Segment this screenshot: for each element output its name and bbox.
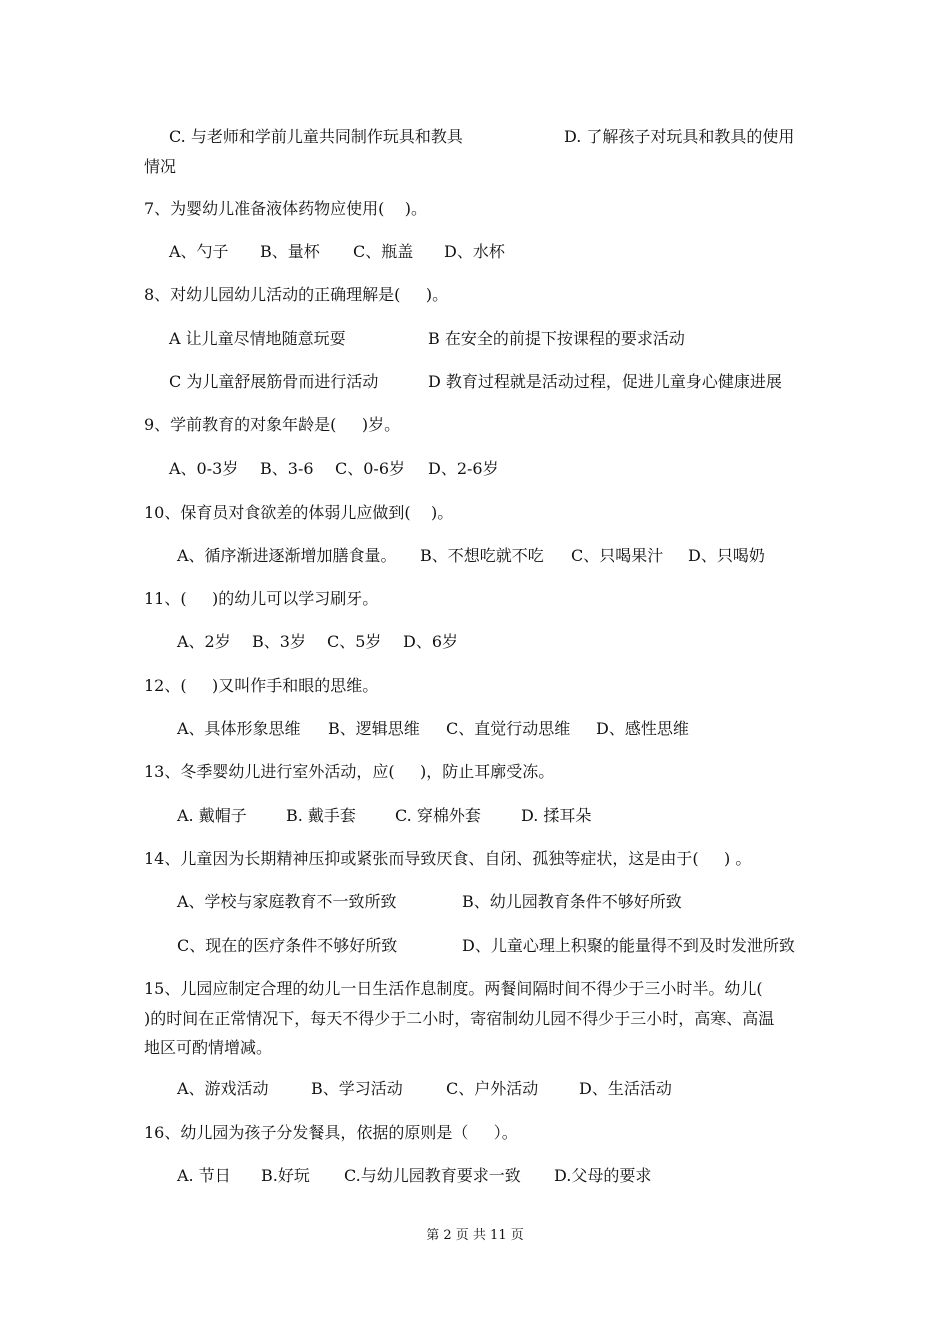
- q15-option-a: A、游戏活动: [177, 1079, 269, 1098]
- q7-option-c: C、瓶盖: [353, 242, 414, 261]
- q10-option-a: A、循序渐进逐渐增加膳食量。: [177, 546, 397, 565]
- q7-option-d: D、水杯: [444, 242, 505, 261]
- q12-stem: 12、( )又叫作手和眼的思维。: [144, 676, 379, 695]
- q12-option-a: A、具体形象思维: [177, 719, 301, 738]
- q11-option-a: A、2岁: [177, 632, 231, 651]
- q15-stem-line2: )的时间在正常情况下，每天不得少于二小时，寄宿制幼儿园不得少于三小时，高寒、高温: [144, 1009, 775, 1028]
- q9-stem: 9、学前教育的对象年龄是( )岁。: [144, 415, 401, 434]
- q6-option-c: C. 与老师和学前儿童共同制作玩具和教具: [169, 127, 463, 146]
- q11-option-d: D、6岁: [403, 632, 459, 651]
- q15-option-d: D、生活活动: [579, 1079, 672, 1098]
- q16-option-a: A. 节日: [177, 1166, 231, 1185]
- q10-stem: 10、保育员对食欲差的体弱儿应做到( )。: [144, 503, 454, 522]
- q14-option-b: B、幼儿园教育条件不够好所致: [462, 892, 682, 911]
- q11-stem: 11、( )的幼儿可以学习刷牙。: [144, 589, 379, 608]
- q11-option-c: C、5岁: [327, 632, 382, 651]
- q13-option-c: C. 穿棉外套: [395, 806, 481, 825]
- q12-option-c: C、直觉行动思维: [446, 719, 571, 738]
- page-number-footer: 第 2 页 共 11 页: [426, 1228, 524, 1243]
- q7-option-a: A、勺子: [169, 242, 229, 261]
- q8-option-b: B 在安全的前提下按课程的要求活动: [428, 329, 685, 348]
- q10-option-b: B、不想吃就不吃: [420, 546, 544, 565]
- q15-option-b: B、学习活动: [311, 1079, 403, 1098]
- q14-stem: 14、儿童因为长期精神压抑或紧张而导致厌食、自闭、孤独等症状，这是由于( ) 。: [144, 849, 752, 868]
- q16-stem: 16、幼儿园为孩子分发餐具，依据的原则是（ ）。: [144, 1123, 518, 1142]
- q13-option-b: B. 戴手套: [286, 806, 356, 825]
- q9-option-d: D、2-6岁: [428, 459, 499, 478]
- q7-option-b: B、量杯: [260, 242, 320, 261]
- q16-option-c: C.与幼儿园教育要求一致: [344, 1166, 521, 1185]
- q13-stem: 13、冬季婴幼儿进行室外活动，应( )，防止耳廓受冻。: [144, 762, 555, 781]
- q10-option-c: C、只喝果汁: [571, 546, 664, 565]
- q8-stem: 8、对幼儿园幼儿活动的正确理解是( )。: [144, 285, 449, 304]
- q9-option-a: A、0-3岁: [169, 459, 239, 478]
- q12-option-d: D、感性思维: [596, 719, 689, 738]
- q13-option-a: A. 戴帽子: [177, 806, 247, 825]
- q13-option-d: D. 揉耳朵: [521, 806, 592, 825]
- q14-option-d: D、儿童心理上积聚的能量得不到及时发泄所致: [462, 936, 795, 955]
- q8-option-d: D 教育过程就是活动过程，促进儿童身心健康进展: [428, 372, 782, 391]
- q15-stem-line1: 15、儿园应制定合理的幼儿一日生活作息制度。两餐间隔时间不得少于三小时半。幼儿(: [144, 979, 763, 998]
- q14-option-c: C、现在的医疗条件不够好所致: [177, 936, 398, 955]
- q11-option-b: B、3岁: [252, 632, 306, 651]
- q16-option-b: B.好玩: [261, 1166, 310, 1185]
- q15-stem-line3: 地区可酌情增减。: [144, 1038, 273, 1057]
- q9-option-b: B、3-6: [260, 459, 314, 478]
- q15-option-c: C、户外活动: [446, 1079, 539, 1098]
- q6-option-d: D. 了解孩子对玩具和教具的使用: [564, 127, 795, 146]
- q12-option-b: B、逻辑思维: [328, 719, 420, 738]
- q7-stem: 7、为婴幼儿准备液体药物应使用( )。: [144, 199, 428, 218]
- q14-option-a: A、学校与家庭教育不一致所致: [177, 892, 397, 911]
- q8-option-a: A 让儿童尽情地随意玩耍: [169, 329, 346, 348]
- q10-option-d: D、只喝奶: [688, 546, 765, 565]
- q6-option-d-continuation: 情况: [144, 157, 177, 176]
- q9-option-c: C、0-6岁: [335, 459, 406, 478]
- q8-option-c: C 为儿童舒展筋骨而进行活动: [169, 372, 379, 391]
- q16-option-d: D.父母的要求: [554, 1166, 652, 1185]
